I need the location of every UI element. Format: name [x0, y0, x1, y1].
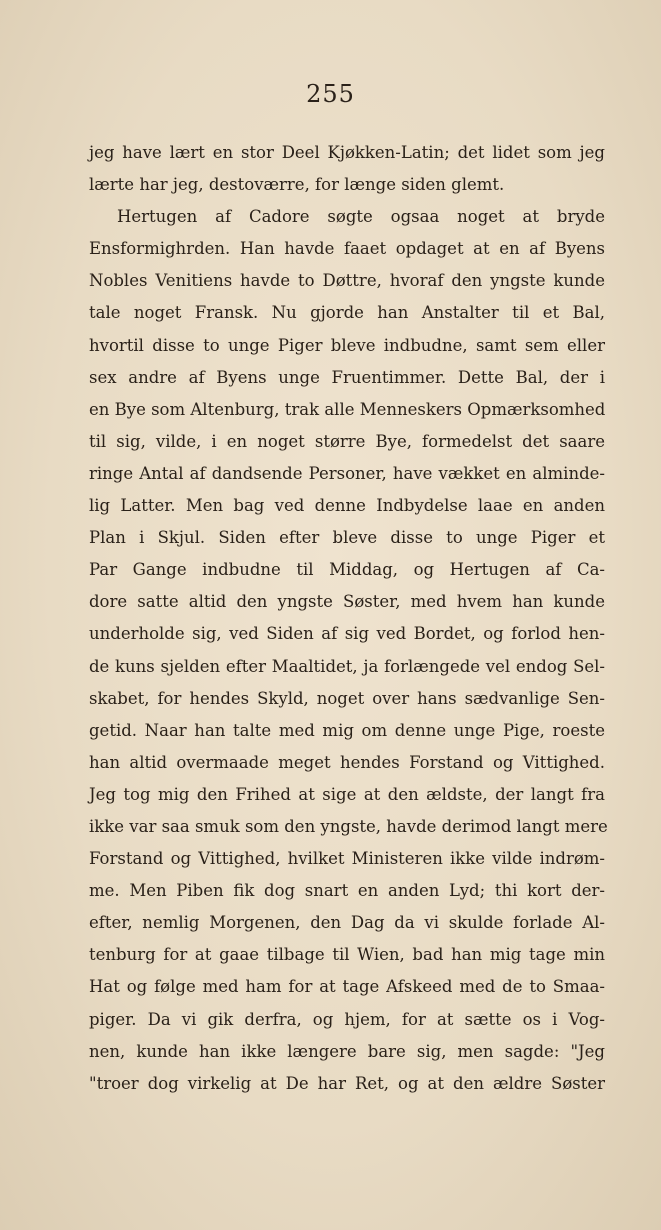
- text-line: "troer dog virkelig at De har Ret, og at den ældre Søster: [89, 1073, 605, 1093]
- text-line: piger. Da vi gik derfra, og hjem, for at sætte os i Vog-: [89, 1009, 605, 1029]
- text-line: underholde sig, ved Siden af sig ved Bordet, og forlod hen-: [89, 624, 605, 644]
- text-line: en Bye som Altenburg, trak alle Menneskers Opmærksomhed: [89, 399, 606, 419]
- text-line: Ensformighrden. Han havde faaet opdaget at en af Byens: [89, 239, 605, 259]
- text-line: tale noget Fransk. Nu gjorde han Anstalter til et Bal,: [89, 303, 605, 323]
- body-text: [89, 137, 608, 1100]
- text-line: skabet, for hendes Skyld, noget over hans sædvanlige Sen-: [89, 688, 605, 708]
- text-line: Plan i Skjul. Siden efter bleve disse to unge Piger et: [89, 528, 605, 548]
- text-line: Hertugen af Cadore søgte ogsaa noget at bryde: [117, 207, 605, 227]
- text-line: jeg have lært en stor Deel Kjøkken-Latin; det lidet som jeg: [89, 143, 605, 162]
- text-line: Jeg tog mig den Frihed at sige at den ældste, der langt fra: [89, 784, 605, 804]
- text-line: ikke var saa smuk som den yngste, havde derimod langt mere: [89, 816, 608, 836]
- text-line: Nobles Venitiens havde to Døttre, hvoraf den yngste kunde: [89, 271, 605, 291]
- text-line: getid. Naar han talte med mig om denne unge Pige, roeste: [89, 720, 605, 740]
- text-line: hvortil disse to unge Piger bleve indbudne, samt sem eller: [89, 335, 605, 355]
- text-line: nen, kunde han ikke længere bare sig, men sagde: "Jeg: [89, 1041, 605, 1061]
- text-line: tenburg for at gaae tilbage til Wien, bad han mig tage min: [89, 945, 605, 965]
- text-line: han altid overmaade meget hendes Forstand og Vittighed.: [89, 752, 605, 772]
- text-line: Par Gange indbudne til Middag, og Hertugen af Ca-: [89, 560, 605, 580]
- text-line: efter, nemlig Morgenen, den Dag da vi skulde forlade Al-: [89, 913, 605, 933]
- text-line: de kuns sjelden efter Maaltidet, ja forlængede vel endog Sel-: [89, 656, 605, 676]
- text-line: me. Men Piben fik dog snart en anden Lyd; thi kort der-: [89, 881, 605, 901]
- text-line: sex andre af Byens unge Fruentimmer. Dette Bal, der i: [89, 367, 605, 387]
- text-line: ringe Antal af dandsende Personer, have vækket en alminde-: [89, 463, 605, 483]
- text-line: Hat og følge med ham for at tage Afskeed med de to Smaa-: [89, 977, 605, 997]
- text-line: til sig, vilde, i en noget større Bye, formedelst det saare: [89, 431, 605, 451]
- text-line: dore satte altid den yngste Søster, med hvem han kunde: [89, 592, 605, 612]
- text-line: lig Latter. Men bag ved denne Indbydelse laae en anden: [89, 496, 605, 516]
- text-line: lærte har jeg, destoværre, for længe siden glemt.: [89, 175, 505, 195]
- page-number: 255: [306, 80, 355, 108]
- text-line: Forstand og Vittighed, hvilket Ministeren ikke vilde indrøm-: [89, 849, 605, 869]
